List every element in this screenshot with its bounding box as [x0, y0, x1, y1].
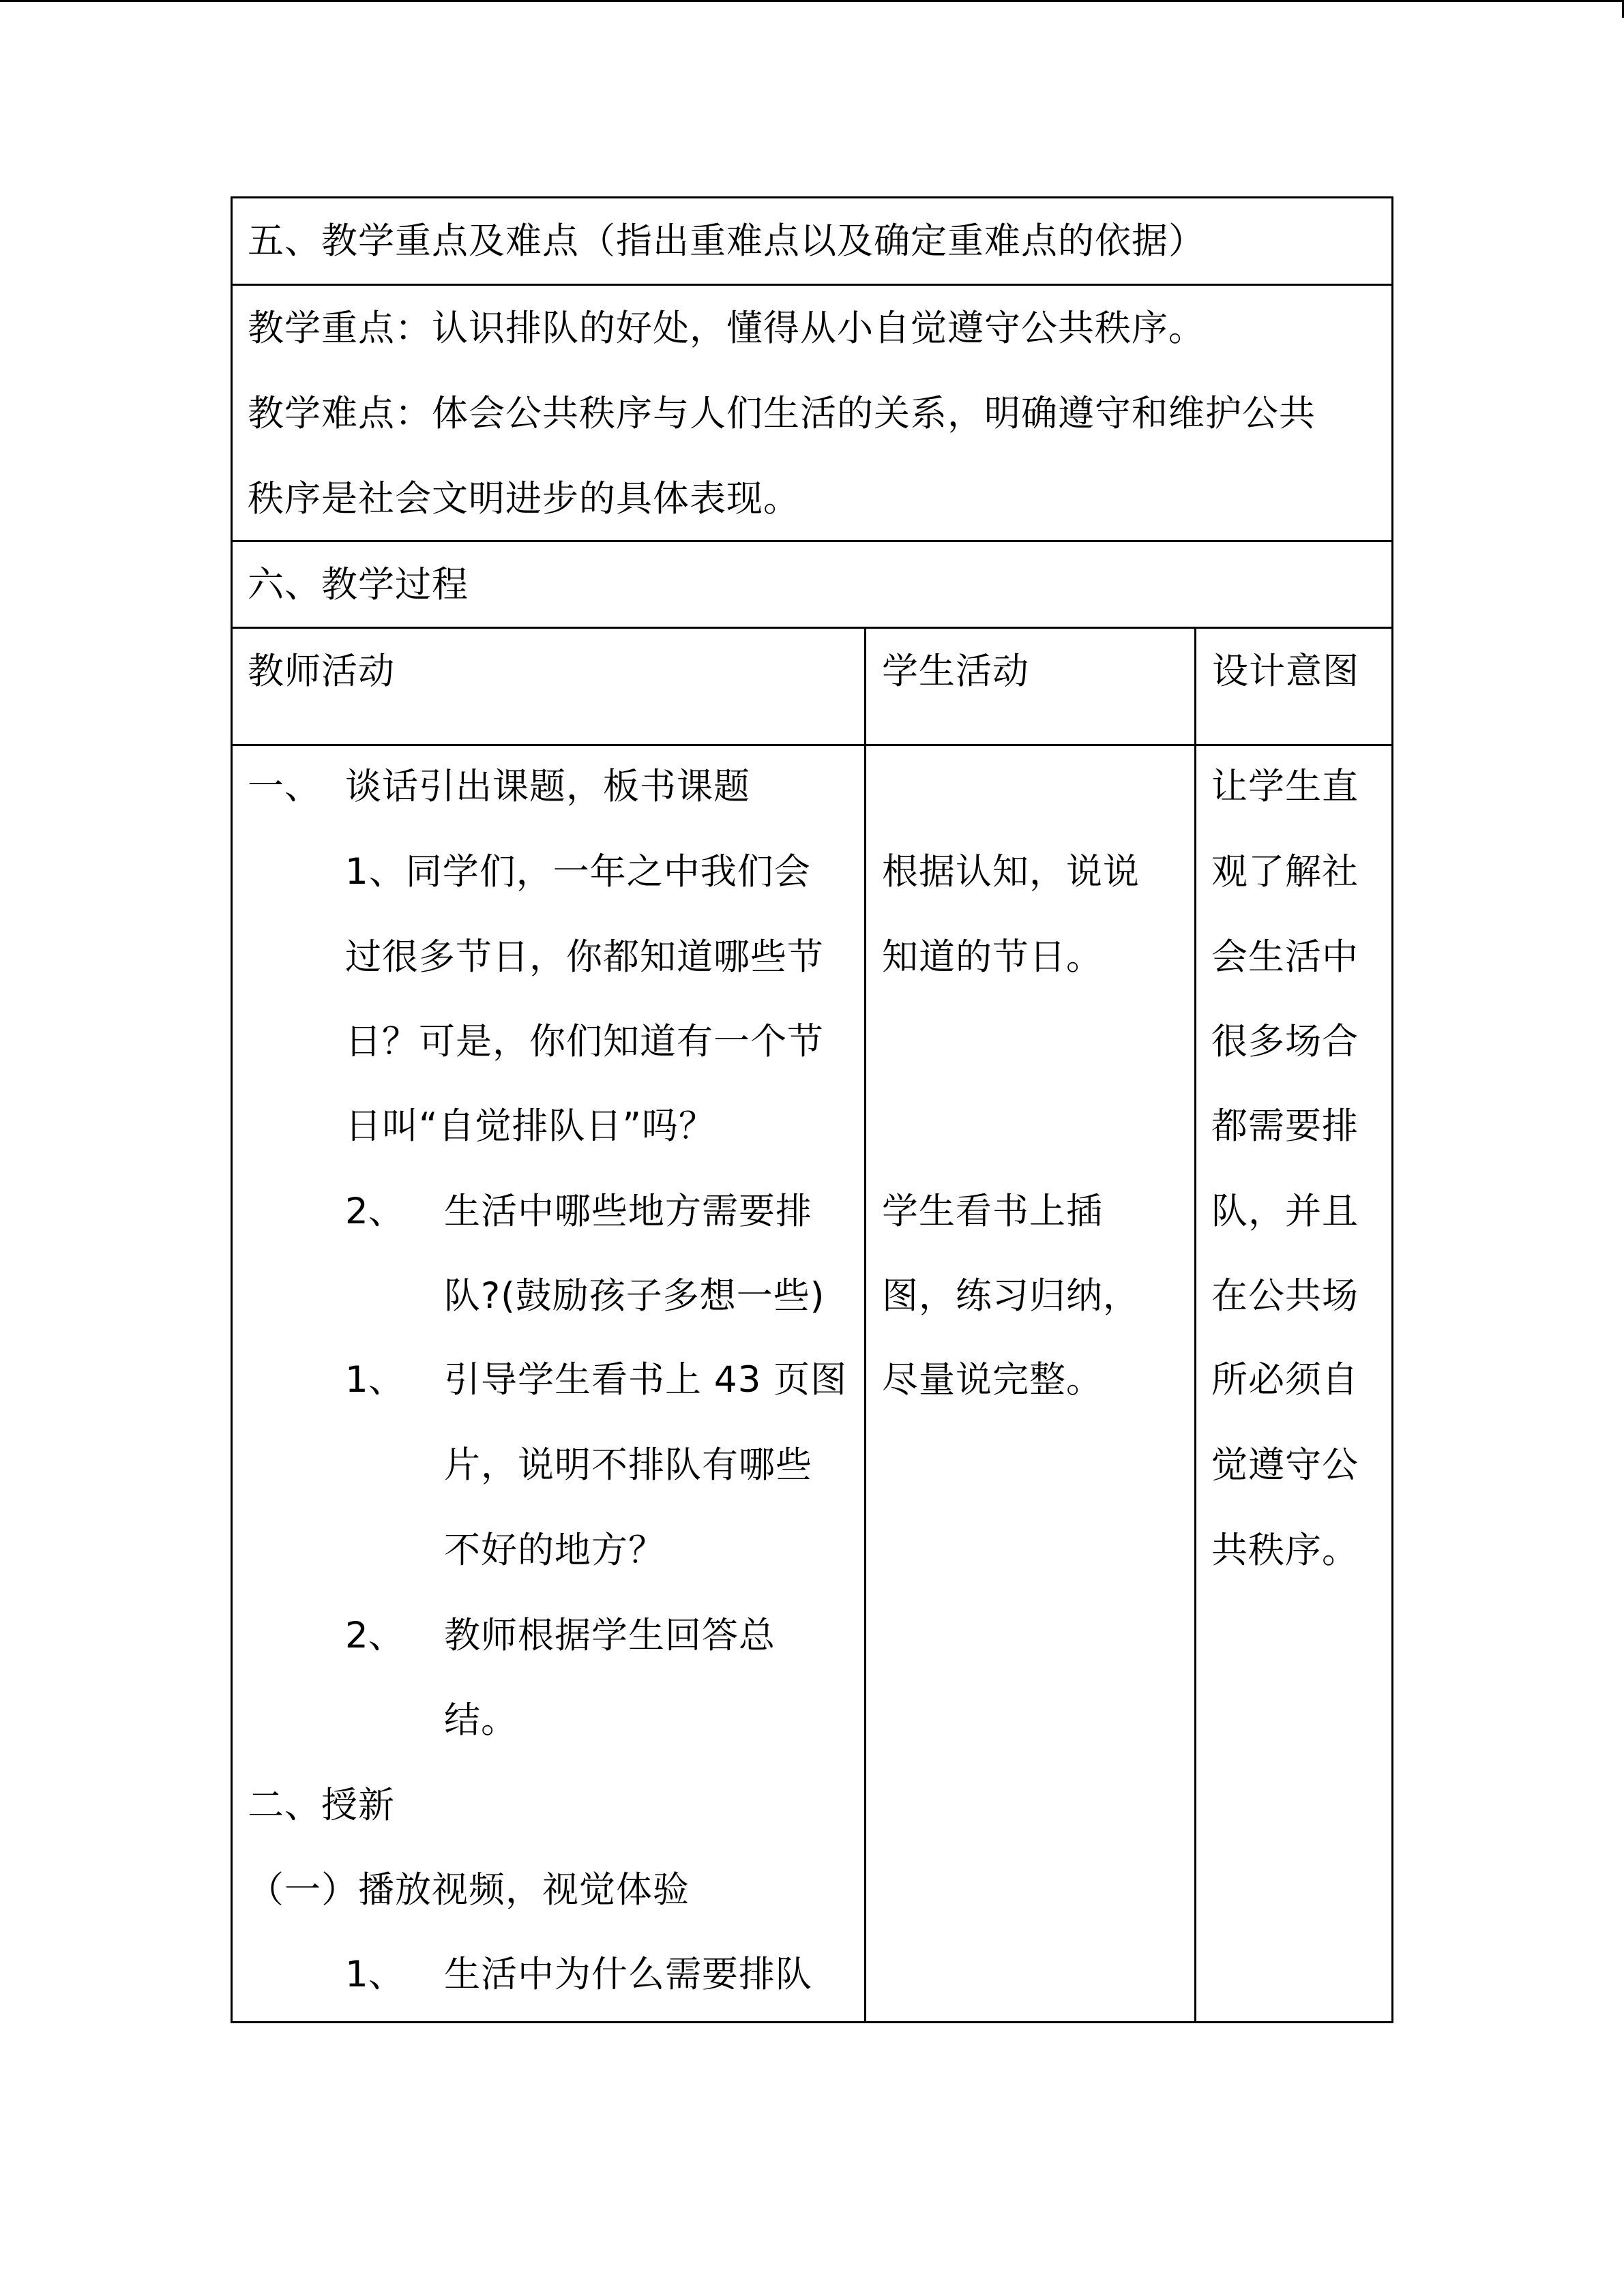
teacher-activity-cell — [233, 746, 864, 2021]
header-student-activity: 学生活动 — [882, 651, 1029, 692]
intent-line: 所必须自 — [1211, 1359, 1359, 1401]
q3-line2: 片，说明不排队有哪些 — [444, 1444, 812, 1486]
q1-line1: 1、同学们，一年之中我们会 — [345, 851, 811, 893]
design-intent-cell — [1196, 746, 1391, 2021]
header-column-divider-1 — [864, 629, 866, 746]
item1-text: 谈话引出课题，板书课题 — [345, 766, 750, 807]
intent-line: 在公共场 — [1211, 1275, 1359, 1317]
q5-number: 1、 — [345, 1954, 404, 1995]
process-header-row — [233, 629, 1391, 746]
q4-number: 2、 — [345, 1615, 404, 1656]
student-answer2-line2: 图，练习归纳， — [882, 1275, 1140, 1317]
intent-line: 觉遵守公 — [1211, 1444, 1359, 1486]
intent-line: 队，并且 — [1211, 1191, 1359, 1232]
intent-line: 都需要排 — [1211, 1105, 1359, 1147]
process-content-row — [233, 746, 1391, 2021]
sub1-heading: （一）播放视频，视觉体验 — [248, 1869, 690, 1911]
q3-number: 1、 — [345, 1359, 404, 1401]
intent-line: 会生活中 — [1211, 936, 1359, 978]
column-divider-2 — [1194, 746, 1196, 2021]
q1-line3: 日？可是，你们知道有一个节 — [345, 1021, 824, 1062]
intent-line: 很多场合 — [1211, 1021, 1359, 1062]
student-answer2-line3: 尽量说完整。 — [882, 1359, 1103, 1401]
section6-heading: 六、教学过程 — [248, 564, 469, 606]
column-divider-1 — [864, 746, 866, 2021]
intent-line: 让学生直 — [1211, 766, 1359, 807]
difficulty-text-line1: 教学难点：体会公共秩序与人们生活的关系，明确遵守和维护公共 — [248, 393, 1316, 434]
lesson-plan-table — [231, 196, 1393, 2023]
q3-line3: 不好的地方？ — [444, 1530, 665, 1571]
section5-heading-row — [233, 198, 1391, 286]
student-activity-cell — [866, 746, 1194, 2021]
q4-line1: 教师根据学生回答总 — [444, 1615, 776, 1656]
student-answer1-line2: 知道的节日。 — [882, 936, 1103, 978]
intent-line: 共秩序。 — [1211, 1530, 1359, 1571]
header-design-intent: 设计意图 — [1212, 651, 1359, 692]
page-top-border — [0, 0, 1624, 2]
item1-number: 一、 — [248, 766, 321, 807]
difficulty-text-line2: 秩序是社会文明进步的具体表现。 — [248, 478, 800, 520]
intent-line: 观了解社 — [1211, 851, 1359, 893]
key-point-text: 教学重点：认识排队的好处，懂得从小自觉遵守公共秩序。 — [248, 308, 1205, 349]
student-answer2-line1: 学生看书上插 — [882, 1191, 1103, 1232]
q1-line4: 日叫“自觉排队日”吗？ — [345, 1105, 715, 1147]
q2-line1: 生活中哪些地方需要排 — [444, 1191, 812, 1232]
q4-line2: 结。 — [444, 1699, 518, 1741]
q2-line2: 队?(鼓励孩子多想一些) — [444, 1275, 825, 1317]
header-teacher-activity: 教师活动 — [248, 651, 395, 692]
section5-content-row — [233, 286, 1391, 542]
student-answer1-line1: 根据认知，说说 — [882, 851, 1140, 893]
q5-line1: 生活中为什么需要排队 — [444, 1954, 812, 1995]
q2-number: 2、 — [345, 1191, 404, 1232]
q1-line2: 过很多节日，你都知道哪些节 — [345, 936, 824, 978]
section6-heading-row — [233, 542, 1391, 629]
q3-line1: 引导学生看书上 43 页图 — [444, 1359, 848, 1401]
section5-heading: 五、教学重点及难点（指出重难点以及确定重难点的依据） — [248, 220, 1205, 262]
item2-heading: 二、授新 — [248, 1785, 395, 1826]
header-column-divider-2 — [1194, 629, 1196, 746]
